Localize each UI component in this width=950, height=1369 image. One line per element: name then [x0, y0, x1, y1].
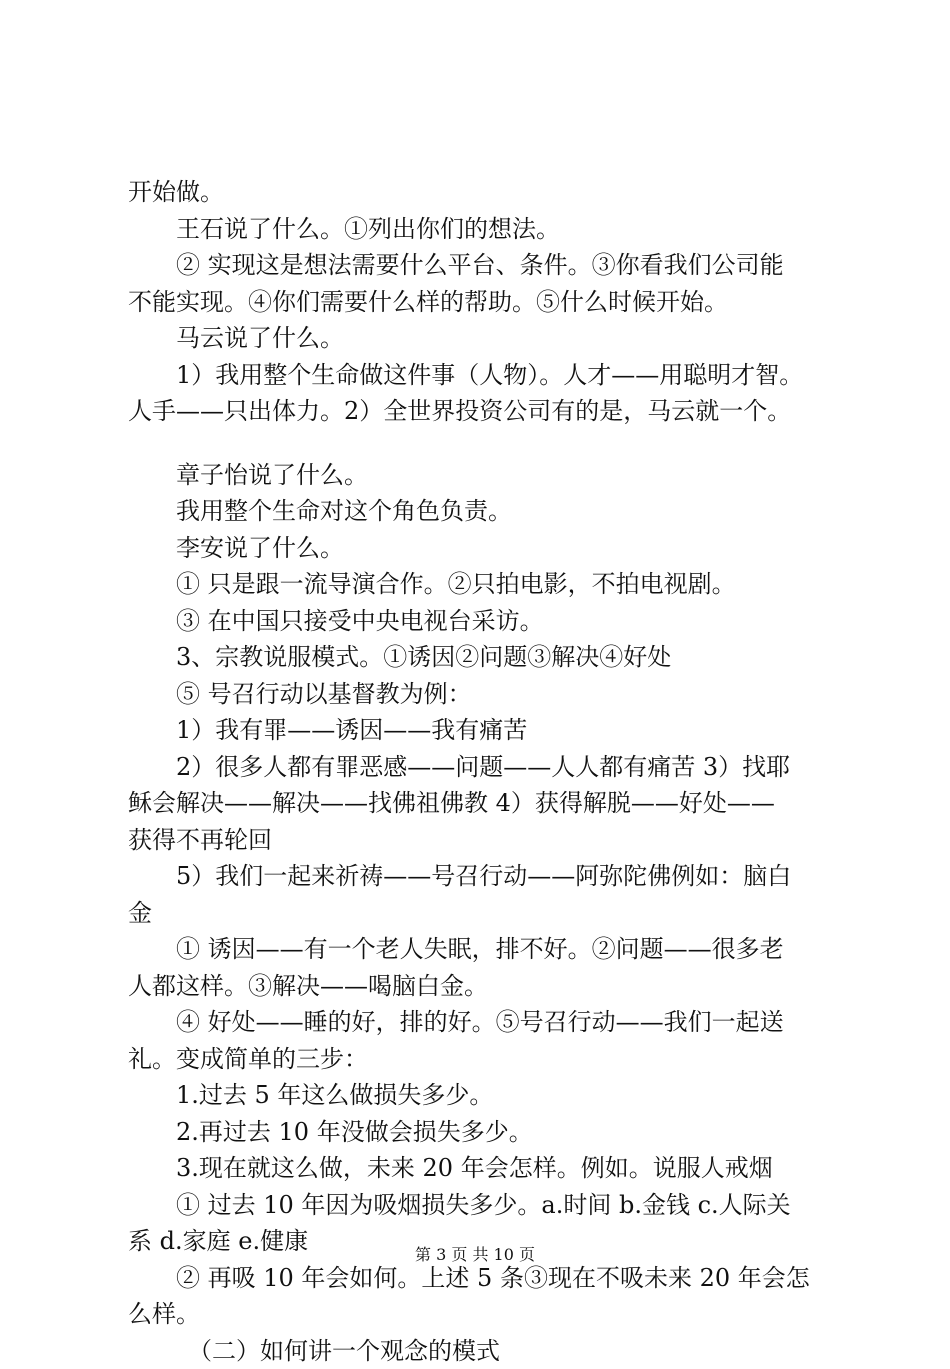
text-line: ② 实现这是想法需要什么平台、条件。③你看我们公司能 [128, 247, 836, 284]
text-line: ⑤ 号召行动以基督教为例： [128, 676, 836, 713]
text-line: 系 d.家庭 e.健康 [128, 1223, 836, 1260]
text-line: 开始做。 [128, 174, 836, 211]
text-line: 1）我有罪——诱因——我有痛苦 [128, 712, 836, 749]
text-line: 不能实现。④你们需要什么样的帮助。⑤什么时候开始。 [128, 284, 836, 321]
text-line: 5）我们一起来祈祷——号召行动——阿弥陀佛例如：脑白 [128, 858, 836, 895]
text-line: 么样。 [128, 1296, 836, 1333]
text-line: （二）如何讲一个观念的模式 [128, 1333, 836, 1369]
text-line: 人手——只出体力。2）全世界投资公司有的是，马云就一个。 [128, 393, 836, 430]
text-line: ④ 好处——睡的好，排的好。⑤号召行动——我们一起送 [128, 1004, 836, 1041]
text-line: 1）我用整个生命做这件事（人物）。人才——用聪明才智。 [128, 357, 836, 394]
text-line: 金 [128, 895, 836, 932]
text-line: 稣会解决——解决——找佛祖佛教 4）获得解脱——好处—— [128, 785, 836, 822]
text-line: 3.现在就这么做，未来 20 年会怎样。例如。说服人戒烟 [128, 1150, 836, 1187]
text-line: ① 过去 10 年因为吸烟损失多少。a.时间 b.金钱 c.人际关 [128, 1187, 836, 1224]
text-line: 我用整个生命对这个角色负责。 [128, 493, 836, 530]
text-line: 2）很多人都有罪恶感——问题——人人都有痛苦 3）找耶 [128, 749, 836, 786]
paragraph-gap [128, 430, 836, 457]
text-line: 礼。变成简单的三步： [128, 1041, 836, 1078]
text-line: ③ 在中国只接受中央电视台采访。 [128, 603, 836, 640]
text-line: 获得不再轮回 [128, 822, 836, 859]
text-line: 3、宗教说服模式。①诱因②问题③解决④好处 [128, 639, 836, 676]
text-line: 1.过去 5 年这么做损失多少。 [128, 1077, 836, 1114]
text-line: 李安说了什么。 [128, 530, 836, 567]
text-line: 人都这样。③解决——喝脑白金。 [128, 968, 836, 1005]
page-footer: 第 3 页 共 10 页 [0, 1242, 950, 1265]
text-line: ② 再吸 10 年会如何。上述 5 条③现在不吸未来 20 年会怎 [128, 1260, 836, 1297]
text-line: ① 只是跟一流导演合作。②只拍电影，不拍电视剧。 [128, 566, 836, 603]
text-line: 章子怡说了什么。 [128, 457, 836, 494]
text-line: 王石说了什么。①列出你们的想法。 [128, 211, 836, 248]
text-line: 马云说了什么。 [128, 320, 836, 357]
page-body [128, 174, 836, 1369]
text-line: 2.再过去 10 年没做会损失多少。 [128, 1114, 836, 1151]
text-line: ① 诱因——有一个老人失眠，排不好。②问题——很多老 [128, 931, 836, 968]
